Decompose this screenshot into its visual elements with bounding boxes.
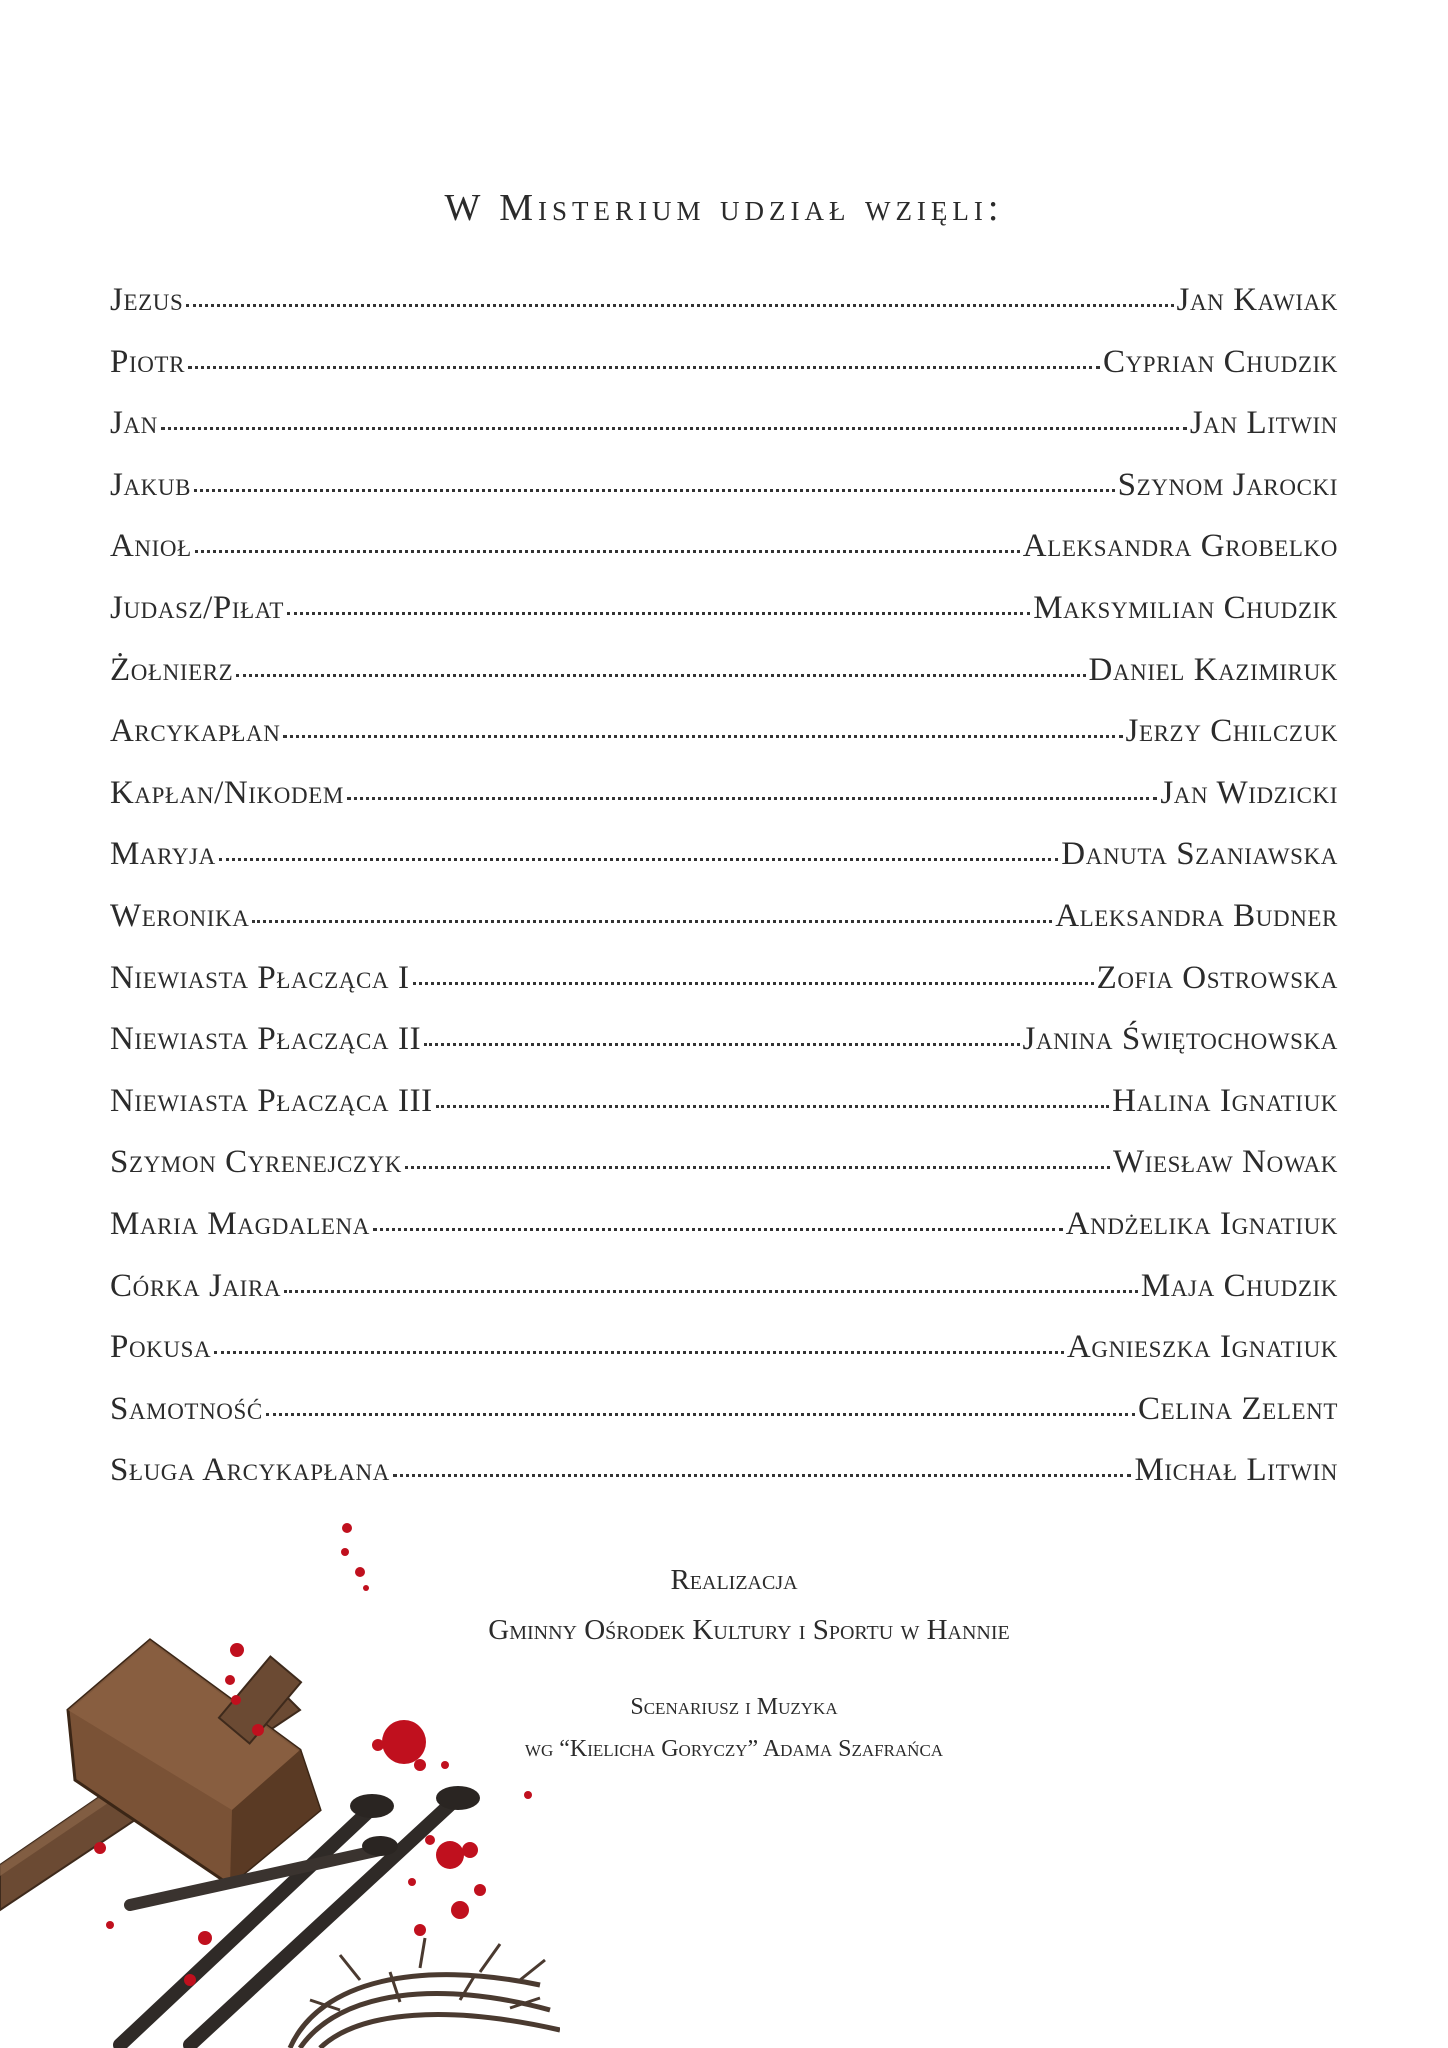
role-name: Weronika <box>110 897 250 934</box>
actor-name: Andżelika Ignatiuk <box>1065 1205 1338 1242</box>
dot-leader <box>161 427 1187 430</box>
role-name: Niewiasta Płacząca II <box>110 1021 422 1058</box>
actor-name: Agnieszka Ignatiuk <box>1066 1329 1338 1366</box>
dot-leader <box>219 858 1059 861</box>
role-name: Pokusa <box>110 1329 212 1366</box>
dot-leader <box>283 735 1122 738</box>
actor-name: Celina Zelent <box>1137 1390 1338 1427</box>
cast-row <box>110 405 1338 467</box>
role-name: Córka Jaira <box>110 1267 282 1304</box>
actor-name: Daniel Kazimiruk <box>1088 651 1338 688</box>
dot-leader <box>393 1474 1132 1477</box>
actor-name: Michał Litwin <box>1134 1452 1338 1489</box>
cast-row <box>110 1329 1338 1391</box>
role-name: Żołnierz <box>110 651 234 688</box>
role-name: Niewiasta Płacząca I <box>110 959 410 996</box>
cast-row <box>110 960 1338 1022</box>
dot-leader <box>194 489 1115 492</box>
role-name: Samotność <box>110 1390 263 1427</box>
dot-leader <box>405 1166 1110 1169</box>
cast-row <box>110 836 1338 898</box>
dot-leader <box>266 1413 1135 1416</box>
dot-leader <box>413 982 1094 985</box>
realization-label: Realizacja <box>670 1564 798 1596</box>
dot-leader <box>373 1228 1063 1231</box>
role-name: Sługa Arcykapłana <box>110 1452 390 1489</box>
role-name: Maria Magdalena <box>110 1205 370 1242</box>
cast-row <box>110 1452 1338 1514</box>
role-name: Szymon Cyrenejczyk <box>110 1144 402 1181</box>
actor-name: Aleksandra Budner <box>1055 897 1338 934</box>
dot-leader <box>188 366 1100 369</box>
role-name: Jakub <box>110 466 192 503</box>
actor-name: Zofia Ostrowska <box>1096 959 1338 996</box>
role-name: Judasz/Piłat <box>110 589 285 626</box>
cast-row <box>110 1083 1338 1145</box>
role-name: Anioł <box>110 528 192 565</box>
actor-name: Maja Chudzik <box>1140 1267 1338 1304</box>
actor-name: Wiesław Nowak <box>1112 1144 1338 1181</box>
cast-row <box>110 775 1338 837</box>
actor-name: Janina Świętochowska <box>1022 1021 1338 1058</box>
cast-row <box>110 898 1338 960</box>
actor-name: Aleksandra Grobelko <box>1022 528 1338 565</box>
dot-leader <box>284 1290 1138 1293</box>
role-name: Jezus <box>110 282 184 318</box>
role-name: Arcykapłan <box>110 713 281 750</box>
dot-leader <box>186 304 1173 307</box>
actor-name: Szynom Jarocki <box>1117 466 1338 503</box>
actor-name: Danuta Szaniawska <box>1061 836 1338 873</box>
cast-row <box>110 1021 1338 1083</box>
actor-name: Jan Kawiak <box>1176 282 1338 318</box>
role-name: Jan <box>110 405 158 442</box>
dot-leader <box>424 1043 1019 1046</box>
cast-row <box>110 713 1338 775</box>
dot-leader <box>214 1351 1064 1354</box>
cast-row <box>110 344 1338 406</box>
dot-leader <box>347 797 1157 800</box>
role-name: Kapłan/Nikodem <box>110 774 344 811</box>
dot-leader <box>287 612 1030 615</box>
cast-row <box>110 528 1338 590</box>
cast-row <box>110 1144 1338 1206</box>
dot-leader <box>195 550 1020 553</box>
cast-row <box>110 590 1338 652</box>
cast-row <box>110 1391 1338 1453</box>
script-music-label: Scenariusz i Muzyka <box>630 1694 838 1720</box>
cast-row <box>110 282 1338 344</box>
organization-name: Gminny Ośrodek Kultury i Sportu w Hannie <box>488 1614 1010 1646</box>
dot-leader <box>436 1105 1109 1108</box>
role-name: Piotr <box>110 343 186 380</box>
actor-name: Cyprian Chudzik <box>1102 343 1338 380</box>
cast-list <box>110 282 1338 1514</box>
source-credit: wg “Kielicha Goryczy” Adama Szafrańca <box>524 1736 944 1762</box>
actor-name: Jerzy Chilczuk <box>1125 713 1338 750</box>
role-name: Niewiasta Płacząca III <box>110 1082 433 1119</box>
actor-name: Maksymilian Chudzik <box>1033 589 1338 626</box>
crown-of-thorns-icon <box>290 1938 560 2048</box>
cast-row <box>110 1206 1338 1268</box>
page-title: W Misterium udział wzięli: <box>444 187 1004 229</box>
cast-row <box>110 1268 1338 1330</box>
actor-name: Jan Litwin <box>1189 405 1338 442</box>
cast-row <box>110 652 1338 714</box>
actor-name: Halina Ignatiuk <box>1112 1082 1338 1119</box>
dot-leader <box>236 674 1085 677</box>
role-name: Maryja <box>110 836 216 873</box>
actor-name: Jan Widzicki <box>1160 774 1338 811</box>
cast-row <box>110 467 1338 529</box>
dot-leader <box>252 920 1052 923</box>
